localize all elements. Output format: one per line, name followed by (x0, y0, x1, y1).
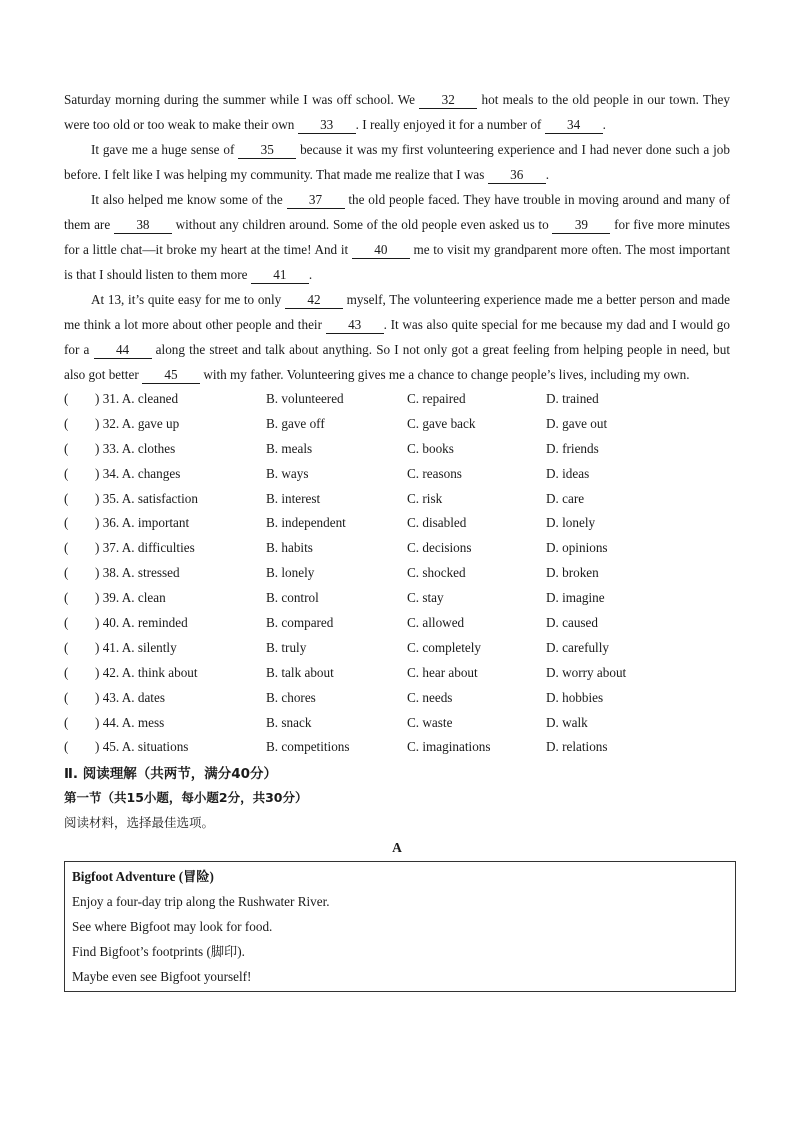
option-a[interactable] (64, 487, 266, 512)
option-b[interactable]: B. control (266, 590, 319, 606)
blank-37: 37 (287, 192, 345, 209)
question-number: ) 31. A. (95, 391, 135, 406)
paragraph-text: the old people faced. They have trouble in moving around and many of them are (64, 192, 730, 232)
option-a[interactable] (64, 511, 266, 536)
blank-41: 41 (251, 267, 309, 284)
option-c[interactable]: C. waste (407, 714, 453, 730)
question-row (64, 711, 730, 736)
option-a[interactable] (64, 735, 266, 760)
answer-paren: ( (64, 590, 69, 606)
answer-paren: ( (64, 490, 69, 506)
answer-paren: ( (64, 639, 69, 655)
question-row (64, 387, 730, 412)
paragraph-text: because it was my first volunteering experience and I had never done such a job before. I felt like I was helping my community. That made me realize that I was (64, 142, 730, 182)
question-number: ) 34. A. (95, 465, 135, 481)
option-b[interactable]: B. snack (266, 714, 312, 730)
option-a-text: mess (137, 714, 165, 730)
option-d[interactable]: D. relations (546, 739, 608, 755)
answer-paren: ( (64, 565, 69, 581)
option-a-text: reminded (137, 615, 188, 631)
answer-paren: ( (64, 415, 69, 431)
option-a-text: think about (137, 664, 198, 680)
option-d[interactable]: D. broken (546, 565, 599, 581)
blank-45: 45 (142, 367, 200, 384)
ad-line: Enjoy a four-day trip along the Rushwater River. (72, 894, 330, 910)
option-d[interactable]: D. friends (546, 440, 599, 456)
option-d[interactable]: D. gave out (546, 415, 608, 431)
question-row (64, 611, 730, 636)
question-number: ) 41. A. (95, 639, 135, 655)
answer-paren: ( (64, 391, 69, 406)
option-a-text: stressed (137, 565, 180, 581)
option-d[interactable]: D. walk (546, 714, 588, 730)
paragraph-text: me to visit my grandparent more often. The most important is that I should listen to them more (64, 242, 730, 282)
paragraph-text: It also helped me know some of the (91, 192, 287, 207)
paragraph-text: hot meals to the old people in our town. They were too old or too weak to make their own (64, 92, 730, 132)
option-a[interactable] (64, 412, 266, 437)
options-list (64, 387, 730, 760)
blank-34: 34 (545, 117, 603, 134)
part-title: 第一节（共15小题，每小题2分，共30分） (64, 790, 308, 806)
question-number: ) 40. A. (95, 615, 135, 631)
option-c[interactable]: C. disabled (407, 515, 467, 531)
paragraph-text: . (545, 167, 549, 182)
option-d[interactable]: D. worry about (546, 664, 627, 680)
question-row (64, 412, 730, 437)
option-c[interactable]: C. completely (407, 639, 481, 655)
question-row (64, 462, 730, 487)
option-a-text: situations (137, 739, 189, 755)
option-c[interactable]: C. books (407, 440, 454, 456)
blank-43: 43 (326, 317, 384, 334)
question-number: ) 33. A. (95, 440, 135, 456)
option-a[interactable] (64, 611, 266, 636)
option-b[interactable]: B. gave off (266, 415, 325, 431)
blank-33: 33 (298, 117, 356, 134)
option-a[interactable] (64, 686, 266, 711)
question-number: ) 42. A. (95, 664, 135, 680)
option-a-text: satisfaction (137, 490, 198, 506)
option-a[interactable] (64, 462, 266, 487)
question-number: ) 39. A. (95, 590, 135, 606)
answer-paren: ( (64, 739, 69, 755)
option-a[interactable] (64, 711, 266, 736)
option-d[interactable]: D. carefully (546, 639, 609, 655)
ad-box (64, 861, 736, 992)
answer-paren: ( (64, 440, 69, 456)
question-row (64, 487, 730, 512)
option-b[interactable]: B. compared (266, 615, 334, 631)
option-a[interactable] (64, 661, 266, 686)
ad-line: Find Bigfoot’s footprints (脚印). (72, 944, 245, 960)
question-row (64, 735, 730, 760)
option-c[interactable]: C. allowed (407, 615, 465, 631)
option-b[interactable]: B. ways (266, 465, 309, 481)
option-b[interactable]: B. lonely (266, 565, 315, 581)
blank-36: 36 (488, 167, 546, 184)
option-c[interactable]: C. reasons (407, 465, 462, 481)
option-c[interactable]: C. stay (407, 590, 444, 606)
ad-line: Maybe even see Bigfoot yourself! (72, 969, 252, 985)
option-a[interactable] (64, 387, 266, 412)
option-d[interactable]: D. opinions (546, 540, 608, 556)
option-a[interactable] (64, 536, 266, 561)
cloze-passage (64, 87, 730, 387)
ad-title: Bigfoot Adventure (冒险) (72, 869, 214, 885)
paragraph-text: . (602, 117, 606, 132)
option-a[interactable] (64, 437, 266, 462)
question-row (64, 437, 730, 462)
option-b[interactable]: B. meals (266, 440, 313, 456)
question-number: ) 38. A. (95, 565, 135, 581)
option-d[interactable]: D. hobbies (546, 689, 604, 705)
option-d[interactable]: D. trained (546, 391, 599, 406)
paragraph-text: It gave me a huge sense of (91, 142, 239, 157)
blank-44: 44 (94, 342, 152, 359)
answer-paren: ( (64, 465, 69, 481)
blank-42: 42 (285, 292, 343, 309)
option-d[interactable]: D. lonely (546, 515, 596, 531)
cloze-paragraph (64, 137, 730, 187)
option-b[interactable]: B. talk about (266, 664, 334, 680)
option-b[interactable]: B. truly (266, 639, 307, 655)
question-row (64, 536, 730, 561)
option-d[interactable]: D. caused (546, 615, 598, 631)
option-b[interactable]: B. chores (266, 689, 316, 705)
document-page (64, 87, 730, 992)
paragraph-text: along the street and talk about anything. So I not only got a great feeling from helping people in need, but also got better (64, 342, 731, 382)
option-d[interactable]: D. ideas (546, 465, 590, 481)
option-a[interactable] (64, 561, 266, 586)
option-b[interactable]: B. interest (266, 490, 321, 506)
paragraph-text: . (308, 267, 313, 282)
option-b[interactable]: B. independent (266, 515, 346, 531)
ad-line: See where Bigfoot may look for food. (72, 919, 273, 935)
question-number: ) 45. A. (95, 739, 135, 755)
option-a-text: gave up (137, 415, 180, 431)
option-a[interactable] (64, 586, 266, 611)
question-number: ) 43. A. (95, 689, 135, 705)
option-c[interactable]: C. gave back (407, 415, 476, 431)
blank-40: 40 (352, 242, 410, 259)
question-row (64, 586, 730, 611)
question-row (64, 661, 730, 686)
answer-paren: ( (64, 714, 69, 730)
option-c[interactable]: C. repaired (407, 391, 466, 406)
blank-35: 35 (238, 142, 296, 159)
cloze-paragraph (64, 187, 730, 287)
answer-paren: ( (64, 689, 69, 705)
option-a-text: clean (137, 590, 166, 606)
question-number: ) 37. A. (95, 540, 135, 556)
option-a[interactable] (64, 636, 266, 661)
paragraph-text: At 13, it’s quite easy for me to only (91, 292, 285, 307)
paragraph-text: . I really enjoyed it for a number of (355, 117, 545, 132)
option-a-text: difficulties (137, 540, 195, 556)
option-c[interactable]: C. imaginations (407, 739, 491, 755)
option-c[interactable]: C. shocked (407, 565, 466, 581)
blank-32: 32 (419, 92, 477, 109)
option-a-text: silently (137, 639, 177, 655)
question-number: ) 44. A. (95, 714, 135, 730)
option-c[interactable]: C. risk (407, 490, 443, 506)
cloze-paragraph (64, 287, 730, 387)
option-c[interactable]: C. hear about (407, 664, 478, 680)
question-row (64, 561, 730, 586)
option-d[interactable]: D. imagine (546, 590, 605, 606)
paragraph-text: without any children around. Some of the old people even asked us to (171, 217, 553, 232)
answer-paren: ( (64, 540, 69, 556)
option-b[interactable]: B. competitions (266, 739, 350, 755)
option-a-text: cleaned (137, 391, 179, 406)
question-number: ) 35. A. (95, 490, 135, 506)
answer-paren: ( (64, 615, 69, 631)
section-title: Ⅱ. 阅读理解（共两节，满分40分） (64, 766, 278, 783)
option-d[interactable]: D. care (546, 490, 585, 506)
option-b[interactable]: B. volunteered (266, 391, 344, 406)
option-c[interactable]: C. decisions (407, 540, 472, 556)
paragraph-text: myself, The volunteering experience made me a better person and made me think a lot more about other people and their (64, 292, 730, 332)
question-row (64, 686, 730, 711)
paragraph-text: for five more minutes for a little chat—it broke my heart at the time! And it (64, 217, 730, 257)
option-b[interactable]: B. habits (266, 540, 313, 556)
answer-paren: ( (64, 515, 69, 531)
question-row (64, 511, 730, 536)
paragraph-text: Saturday morning during the summer while I was off school. We (64, 92, 420, 107)
option-c[interactable]: C. needs (407, 689, 453, 705)
answer-paren: ( (64, 664, 69, 680)
question-number: ) 32. A. (95, 415, 135, 431)
question-number: ) 36. A. (95, 515, 135, 531)
paragraph-text: . It was also quite special for me because my dad and I would go for a (64, 317, 730, 357)
paragraph-text: with my father. Volunteering gives me a chance to change people’s lives, including my own. (200, 367, 690, 382)
blank-39: 39 (552, 217, 610, 234)
cloze-paragraph (64, 87, 730, 137)
passage-letter: A (392, 840, 402, 856)
blank-38: 38 (114, 217, 172, 234)
question-row (64, 636, 730, 661)
option-a-text: clothes (137, 440, 176, 456)
option-a-text: changes (137, 465, 181, 481)
option-a-text: dates (137, 689, 165, 705)
option-a-text: important (137, 515, 190, 531)
instruction-text: 阅读材料，选择最佳选项。 (64, 815, 215, 831)
